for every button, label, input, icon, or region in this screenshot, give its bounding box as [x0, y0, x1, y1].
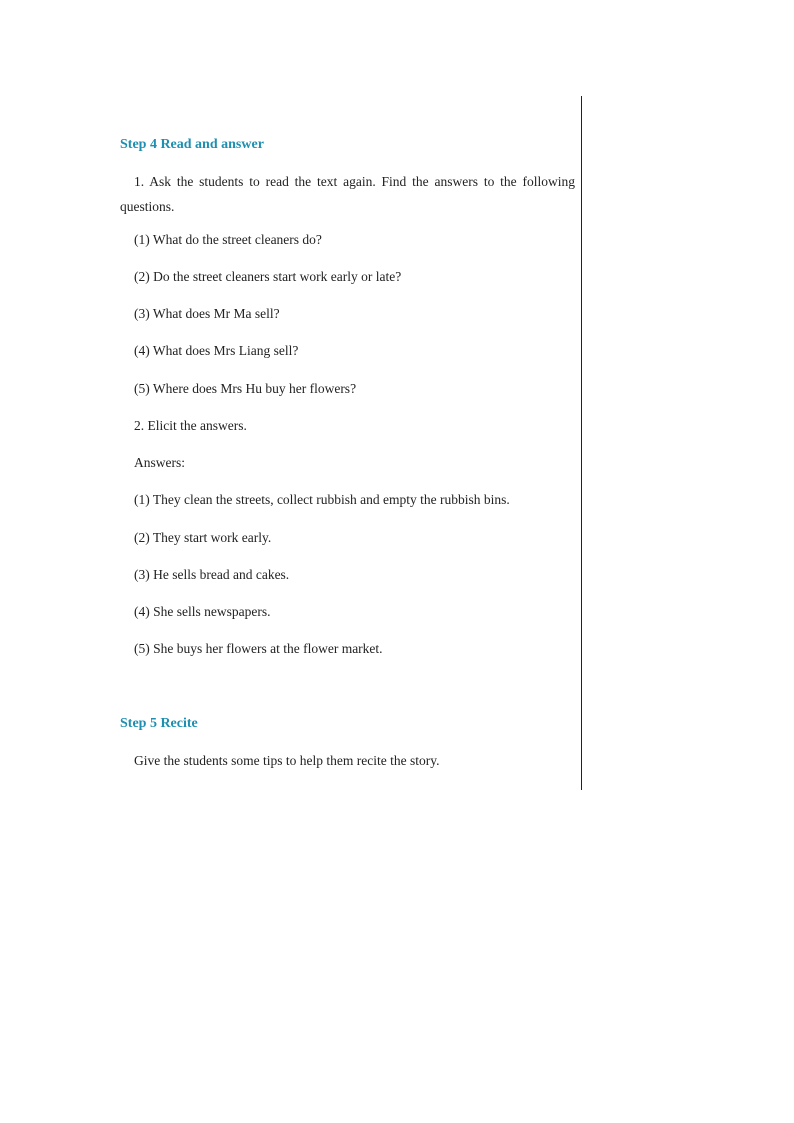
answer-1: (1) They clean the streets, collect rubbish and empty the rubbish bins.: [134, 492, 510, 507]
question-5: (5) Where does Mrs Hu buy her flowers?: [134, 381, 357, 396]
answer-2: (2) They start work early.: [134, 530, 272, 545]
question-1: (1) What do the street cleaners do?: [134, 232, 322, 247]
question-2: (2) Do the street cleaners start work early or late?: [134, 269, 402, 284]
step5-heading: Step 5 Recite: [120, 716, 198, 731]
answer-3: (3) He sells bread and cakes.: [134, 567, 290, 582]
step4-instruction-1: 1. Ask the students to read the text again. Find the answers to the following questions.: [120, 174, 575, 214]
question-4: (4) What does Mrs Liang sell?: [134, 343, 299, 358]
step4-heading: Step 4 Read and answer: [120, 137, 264, 152]
answer-5: (5) She buys her flowers at the flower market.: [134, 641, 383, 656]
answers-label: Answers:: [134, 455, 185, 470]
answer-4: (4) She sells newspapers.: [134, 604, 271, 619]
step4-instruction-2: 2. Elicit the answers.: [134, 418, 247, 433]
margin-rule: [581, 96, 582, 790]
question-3: (3) What does Mr Ma sell?: [134, 306, 280, 321]
lesson-content: [120, 135, 575, 771]
step5-text: Give the students some tips to help them recite the story.: [134, 753, 440, 768]
